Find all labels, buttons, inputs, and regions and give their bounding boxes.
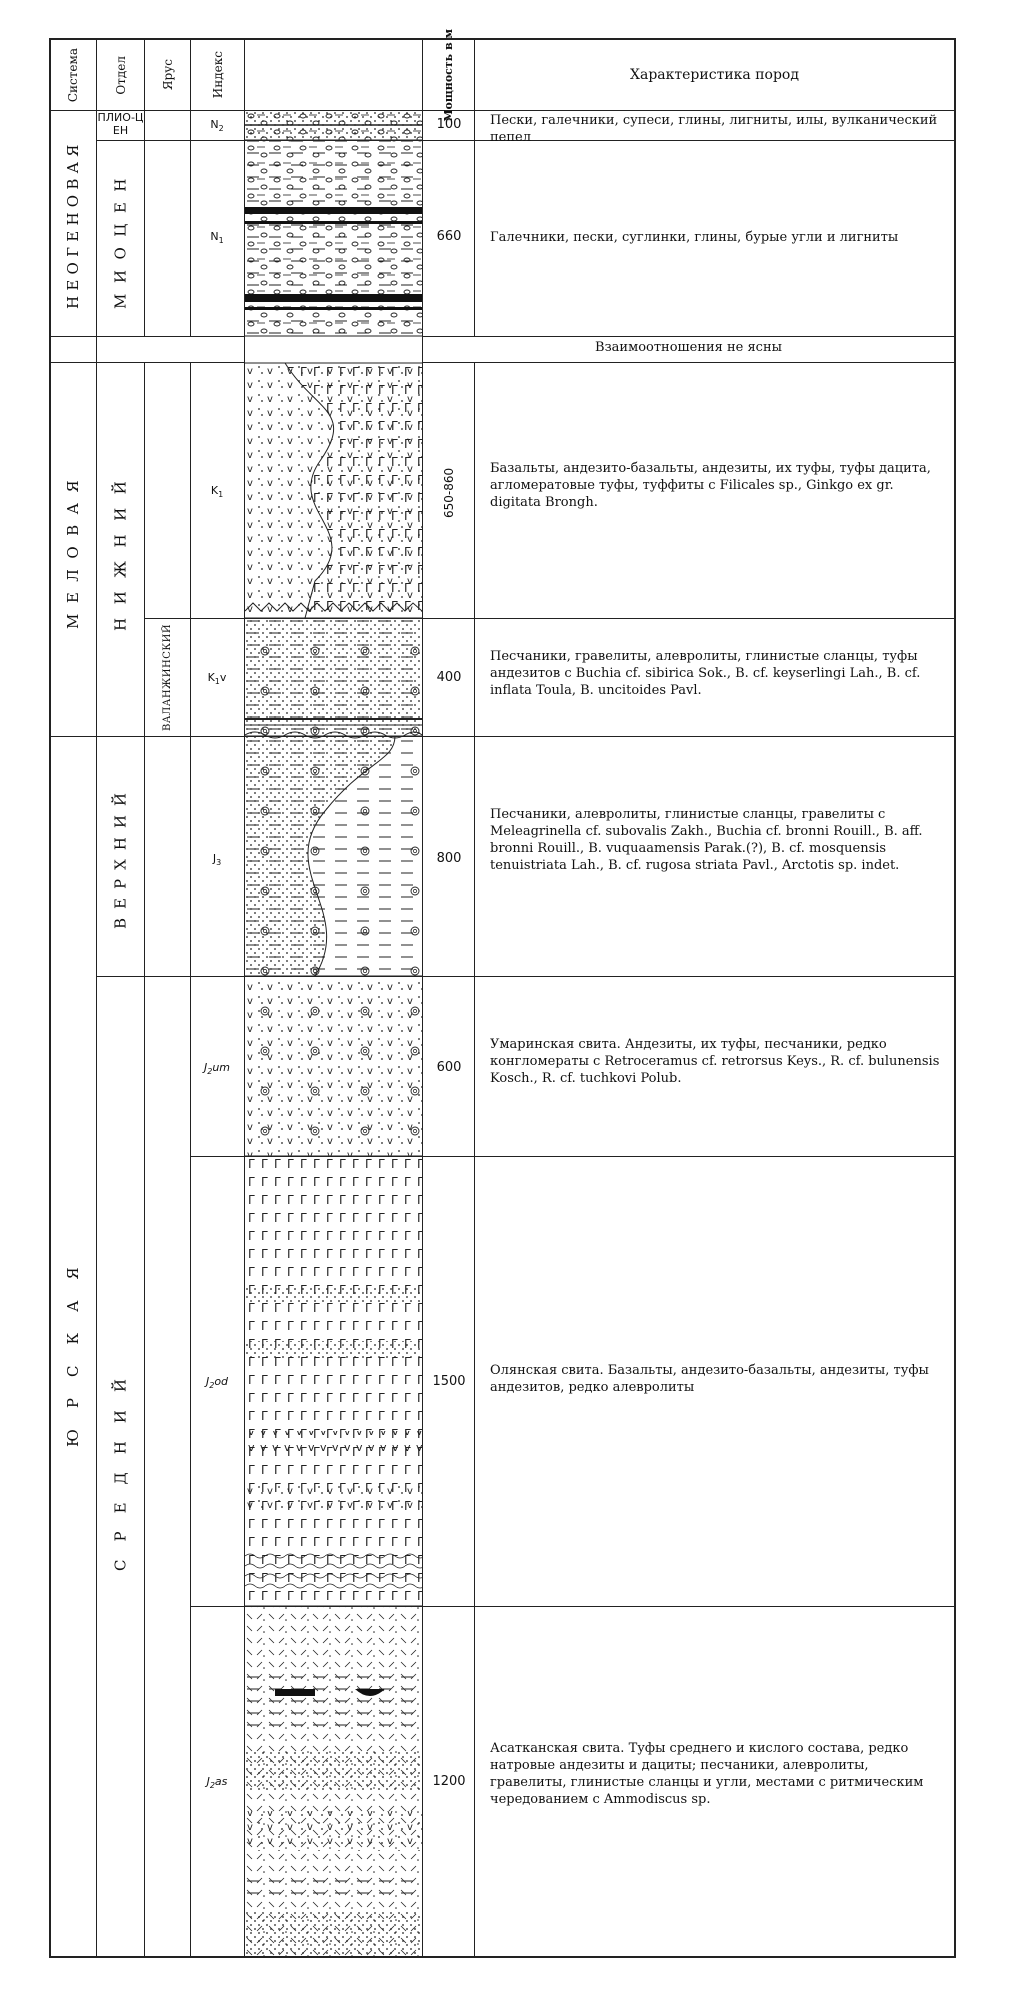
separator-text: Взаимоотношения не ясны [595, 340, 782, 355]
thickness-j2um: 600 [436, 1060, 462, 1075]
lithology-column [245, 111, 422, 1956]
col-divider [474, 362, 475, 1958]
description-n1: Галечники, пески, суглинки, глины, бурые угли и лигниты [490, 230, 899, 245]
row-divider [96, 976, 956, 977]
division-middle: СРЕДНИЙ [111, 1361, 130, 1572]
index-j2as: $J_2as$ [206, 1775, 228, 1791]
col-divider [144, 362, 145, 1958]
header-index: Индекс [210, 51, 225, 99]
col-divider [422, 38, 423, 1958]
index-n2: $N_2$ [210, 118, 224, 134]
division-lower: НИЖНИЙ [111, 467, 130, 632]
header-characteristic: Характеристика пород [630, 67, 799, 83]
header-divider [49, 110, 956, 111]
system-cretaceous: МЕЛОВАЯ [64, 469, 82, 630]
description-k1: Базальты, андезито-базальты, андезиты, их туфы, туфы дацита, агломератовые туфы, туффиты с Filicales sp., Ginkgo ex gr. digitata Brongh. [490, 461, 931, 510]
index-n1: $N_1$ [210, 230, 224, 246]
division-upper: ВЕРХНИЙ [111, 784, 130, 929]
description-n2: Пески, галечники, супеси, глины, лигниты, илы, вулканический пепел [490, 113, 938, 145]
thickness-k1v: 400 [436, 670, 462, 685]
header-stage: Ярус [160, 59, 175, 91]
description-j2od: Олянская свита. Базальты, андезито-базальты, андезиты, туфы андезитов, редко алевролиты [490, 1363, 929, 1395]
thickness-j2as: 1200 [432, 1774, 466, 1789]
index-j2od: $J_2od$ [205, 1375, 229, 1391]
col-divider [190, 362, 191, 1958]
thickness-j3: 800 [436, 851, 462, 866]
index-j2um: $J_2um$ [203, 1061, 231, 1077]
thickness-j2od: 1500 [432, 1374, 466, 1389]
index-k1v: $K_1v$ [207, 671, 227, 687]
division-pliocene: ПЛИО-ЦЕН [97, 111, 144, 137]
description-j2as: Асатканская свита. Туфы среднего и кислого состава, редко натровые андезиты и дациты; песчаники, алевролиты, гравелиты, глинистые сланцы и угли, местами с ритмическим чередованием с Ammodiscus sp. [490, 1741, 924, 1807]
header-system: Система [66, 47, 80, 103]
description-j3: Песчаники, алевролиты, глинистые сланцы, гравелиты с Meleagrinella cf. subovalis Zakh., Buchia cf. bronni Rouill., B. aff. bronni Rouill., B. vuquaamensis Parak.(?), B. cf. mosquensis tenuistriata Lah., B. cf. rugosa striata Pavl., Arctotis sp. indet. [490, 807, 923, 873]
system-jurassic: ЮРСКАЯ [64, 1246, 82, 1447]
row-divider [49, 336, 956, 337]
table-bottom-border [49, 1956, 956, 1958]
division-miocene: МИОЦЕН [111, 168, 130, 309]
header-division: Отдел [113, 55, 128, 95]
thickness-k1: 650-860 [442, 467, 456, 519]
row-divider [49, 362, 956, 363]
index-j3: $J_3$ [212, 852, 222, 868]
thickness-n1: 660 [436, 229, 462, 244]
description-k1v: Песчаники, гравелиты, алевролиты, глинистые сланцы, туфы андезитов с Buchia cf. sibirica Sok., B. cf. keyserlingi Lah., B. cf. inflata Toula, B. uncitoides Pavl. [490, 649, 921, 698]
index-k1: $K_1$ [210, 484, 224, 500]
table-right-border [954, 38, 956, 1958]
header-thickness: Мощность в м [442, 28, 455, 122]
system-neogene: НЕОГЕНОВАЯ [64, 139, 82, 309]
lithology-layers [245, 111, 422, 1956]
description-j2um: Умаринская свита. Андезиты, их туфы, песчаники, редко конгломераты с Retroceramus cf. retrorsus Keys., R. cf. bulunensis Kosch., R. cf. tuchkovi Polub. [490, 1037, 940, 1086]
row-divider [49, 736, 956, 737]
thickness-n2: 100 [436, 117, 462, 132]
stage-valanginian: ВАЛАНЖИНСКИЙ [162, 623, 173, 732]
